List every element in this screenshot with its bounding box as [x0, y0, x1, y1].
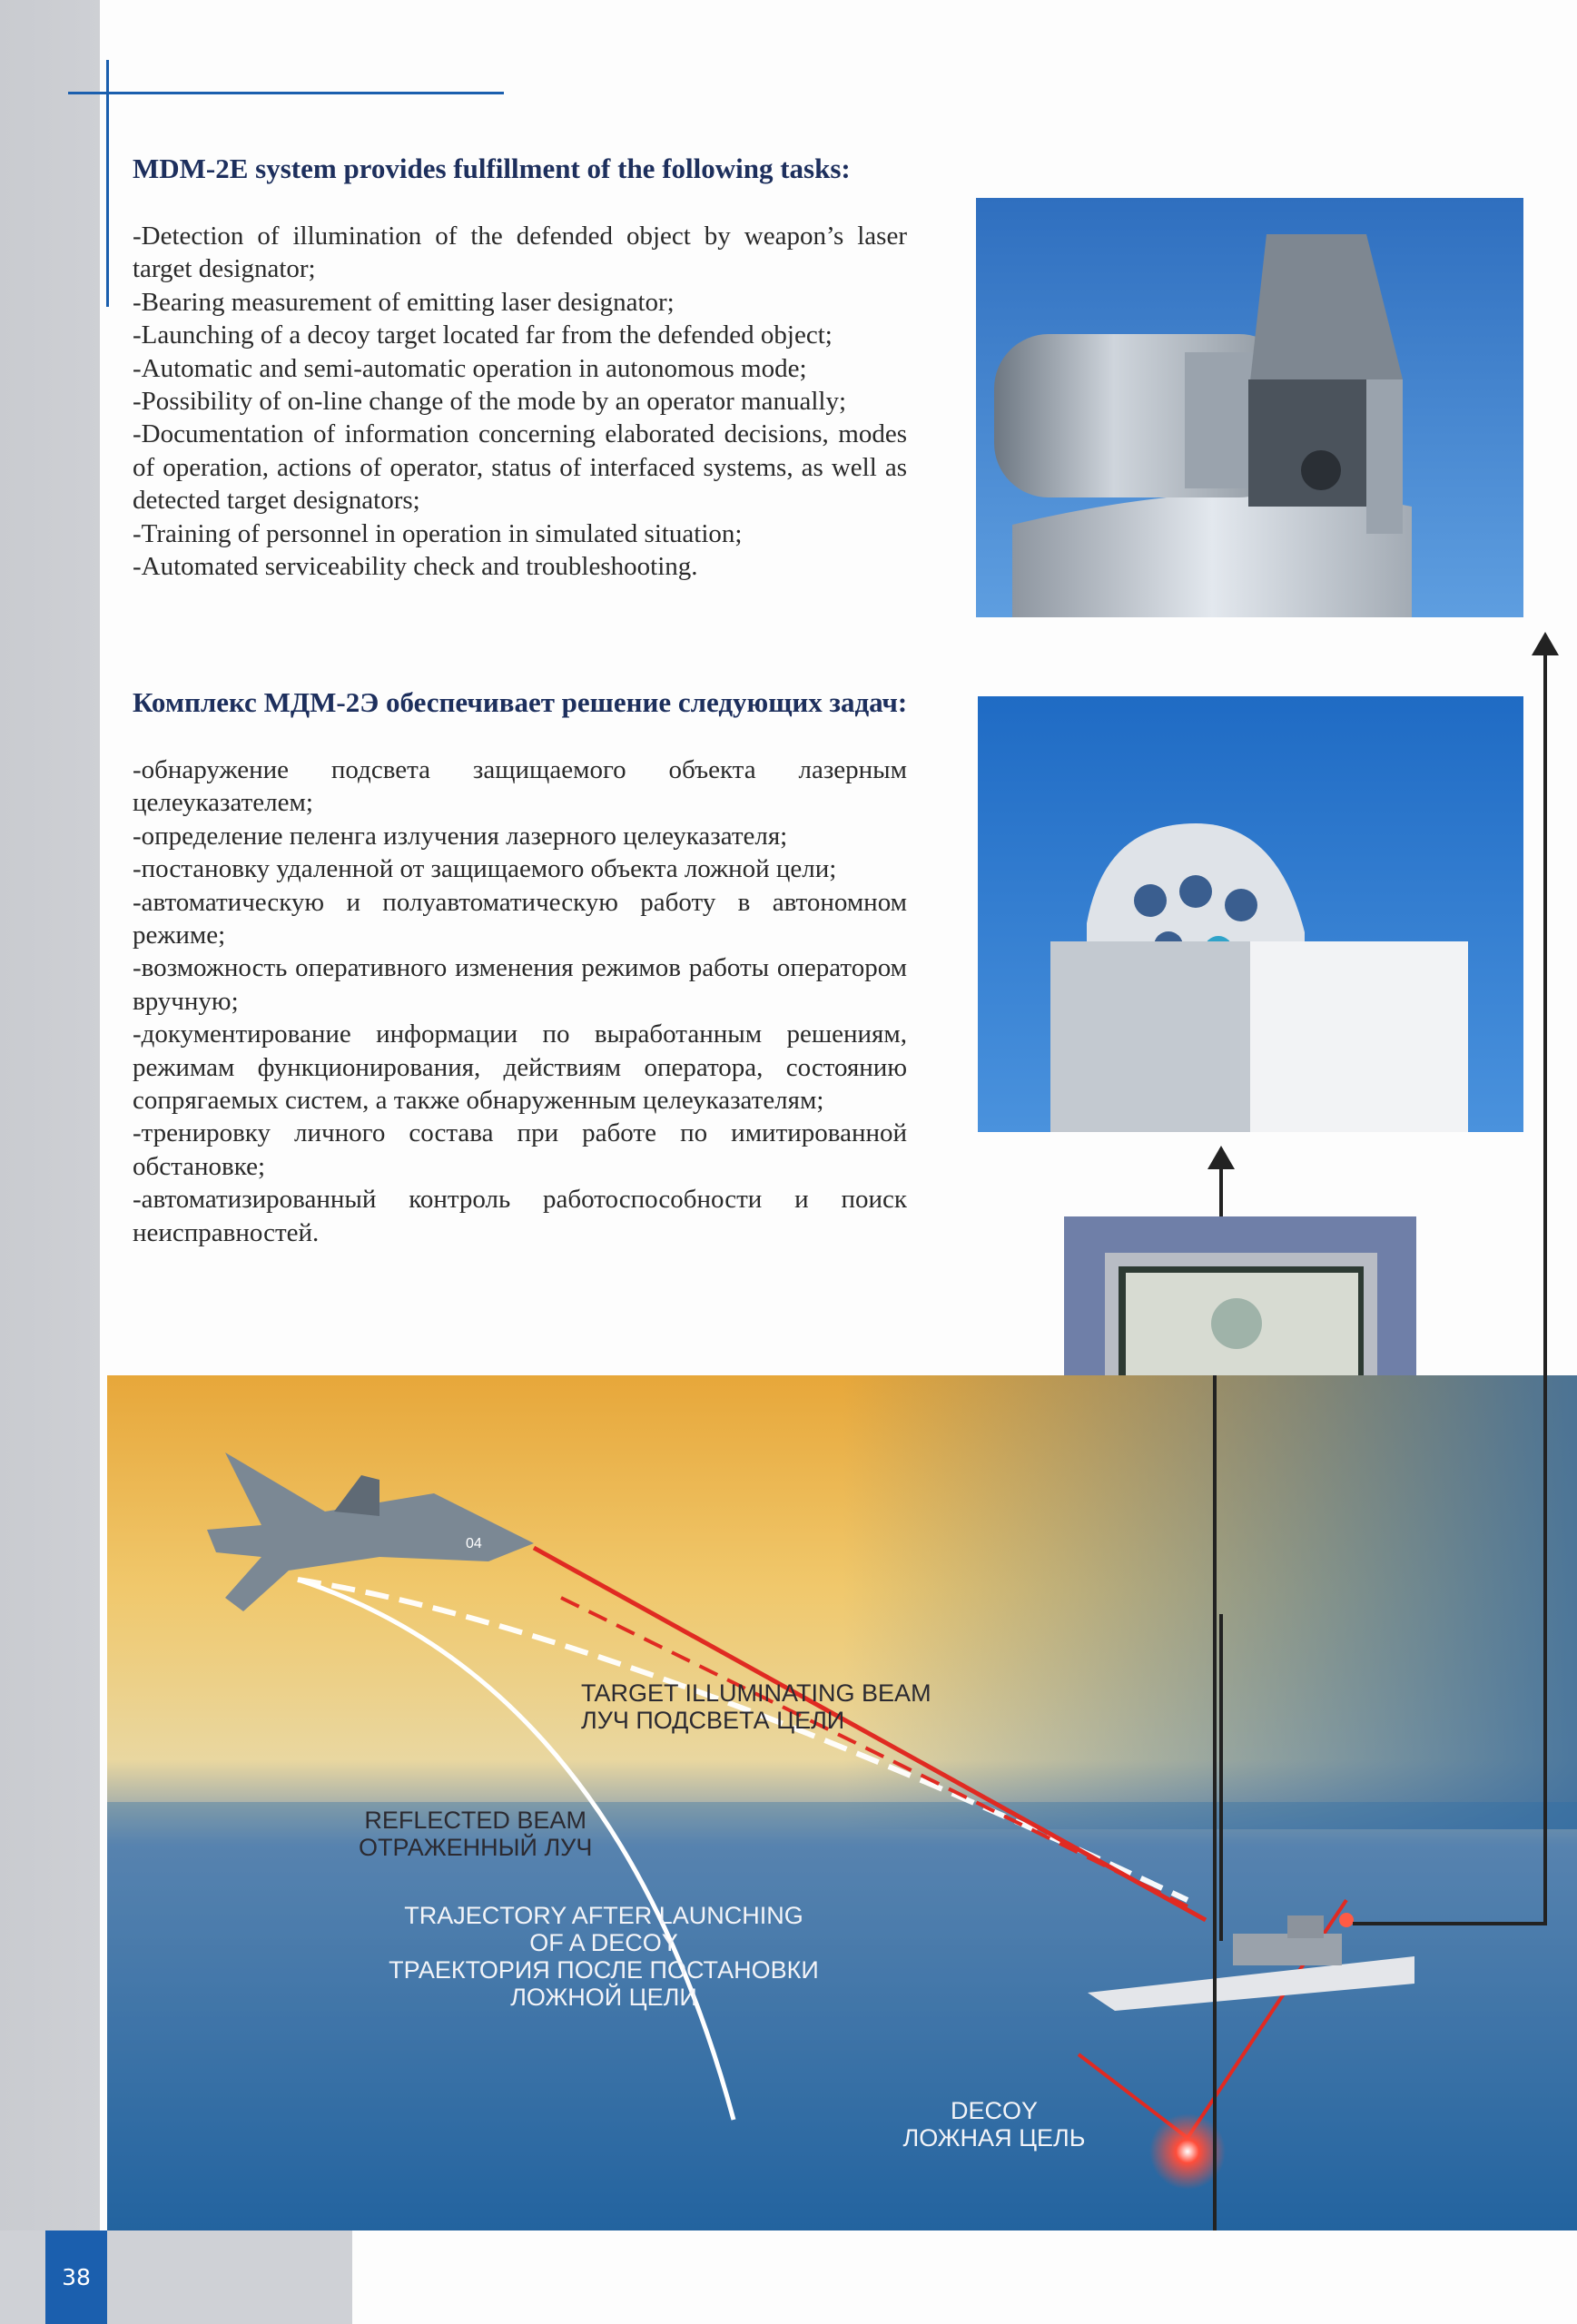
up-arrow-icon — [1207, 1146, 1235, 1173]
list-item: -Automatic and semi-automatic operation in autonomous mode; — [133, 353, 807, 383]
list-item: -Automated serviceability check and troubleshooting. — [133, 552, 698, 582]
list-item: -постановку удаленной от защищаемого объекта ложной цели; — [133, 854, 837, 884]
list-item: -Training of personnel in operation in simulated situation; — [133, 518, 743, 548]
list-item: -документирование информации по выработанным решениям, режимам функционирования, действиям оператора, состоянию сопрягаемых систем, а также обнаруженным целеуказателям; — [133, 1019, 907, 1116]
engagement-diagram — [107, 1375, 1577, 2230]
list-item: -автоматическую и полуавтоматическую работу в автономном режиме; — [133, 887, 907, 950]
console-to-ship-line — [1219, 1614, 1223, 1941]
ship-connector-line — [1353, 1922, 1547, 1925]
turret-photo — [976, 198, 1523, 617]
corner-accent-horizontal — [68, 92, 504, 94]
list-item: -Detection of illumination of the defended object by weapon’s laser target designator; — [133, 222, 907, 284]
trajectory-en-1: TRAJECTORY AFTER LAUNCHING — [404, 1902, 803, 1929]
decoy-ru: ЛОЖНАЯ ЦЕЛЬ — [902, 2124, 1086, 2152]
up-arrow-icon — [1532, 632, 1559, 659]
target-beam-label — [581, 1679, 931, 1734]
right-connector-line — [1543, 635, 1547, 1923]
list-item: -определение пеленга излучения лазерного целеуказателя; — [133, 821, 788, 851]
page-number: 38 — [45, 2230, 107, 2324]
target-beam-en: TARGET ILLUMINATING BEAM — [581, 1679, 931, 1707]
sensor-dome-photo — [978, 696, 1523, 1132]
decoy-en: DECOY — [950, 2097, 1039, 2124]
english-task-list — [133, 220, 907, 583]
decoy-label — [894, 2097, 1094, 2152]
trajectory-ru-1: ТРАЕКТОРИЯ ПОСЛЕ ПОСТАНОВКИ — [389, 1956, 819, 1984]
russian-task-list — [133, 753, 907, 1249]
trajectory-en-2: OF A DECOY — [529, 1929, 678, 1956]
list-item: -Documentation of information concerning elaborated decisions, modes of operation, actions of operator, status of interfaced systems, as well as detected target designators; — [133, 419, 907, 516]
reflected-beam-ru: ОТРАЖЕННЫЙ ЛУЧ — [359, 1834, 593, 1861]
list-item: -обнаружение подсвета защищаемого объекта лазерным целеуказателем; — [133, 755, 907, 818]
reflected-beam-label — [359, 1807, 592, 1861]
reflected-beam-en: REFLECTED BEAM — [364, 1807, 586, 1834]
russian-heading: Комплекс МДМ-2Э обеспечивает решение следующих задач: — [133, 686, 908, 718]
list-item: -тренировку личного состава при работе по имитированной обстановке; — [133, 1118, 907, 1181]
list-item: -Bearing measurement of emitting laser designator; — [133, 287, 675, 317]
list-item: -возможность оперативного изменения режимов работы оператором вручную; — [133, 953, 907, 1016]
trajectory-ru-2: ЛОЖНОЙ ЦЕЛИ — [510, 1984, 697, 2011]
target-beam-ru: ЛУЧ ПОДСВЕТА ЦЕЛИ — [581, 1707, 845, 1734]
english-heading: MDM-2E system provides fulfillment of the following tasks: — [133, 153, 851, 184]
list-item: -Possibility of on-line change of the mode by an operator manually; — [133, 387, 847, 417]
corner-accent-vertical — [106, 60, 109, 307]
aircraft-number: 04 — [466, 1536, 482, 1551]
list-item: -Launching of a decoy target located far from the defended object; — [133, 320, 833, 350]
list-item: -автоматизированный контроль работоспособности и поиск неисправностей. — [133, 1185, 907, 1247]
trajectory-label — [386, 1902, 822, 2011]
